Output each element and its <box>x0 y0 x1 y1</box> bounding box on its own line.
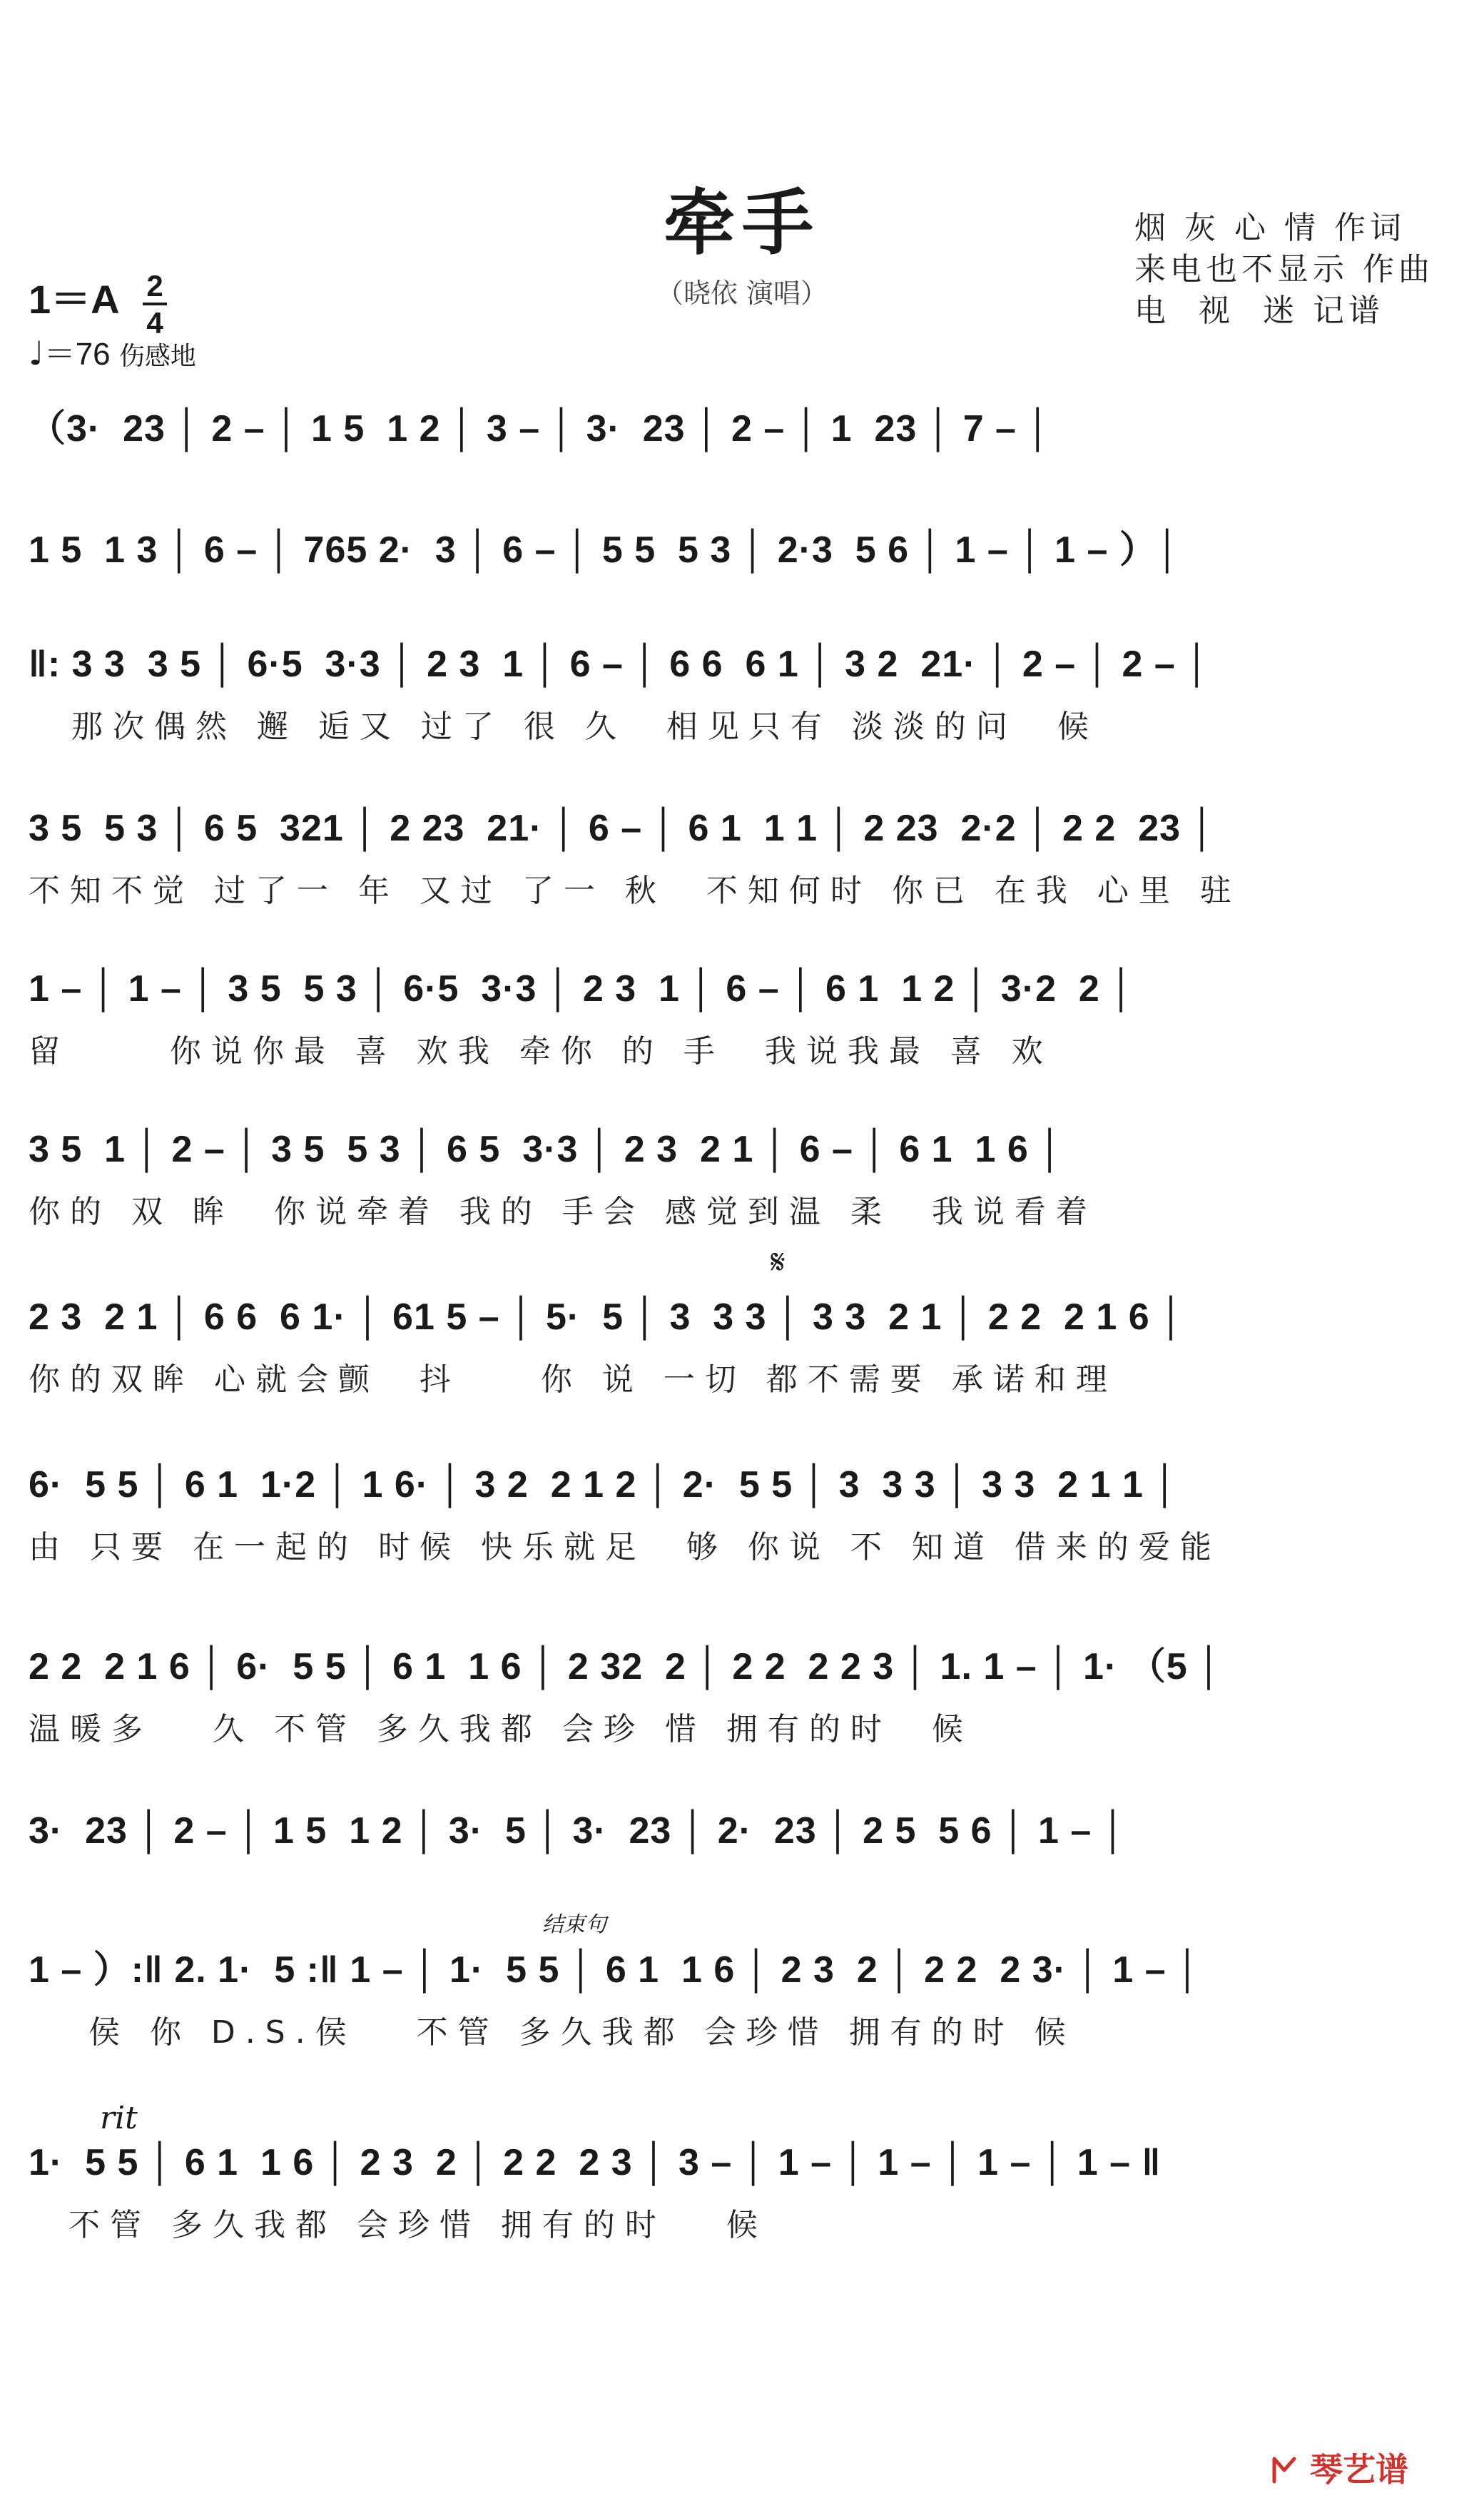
tempo-description: 伤感地 <box>118 342 196 371</box>
time-signature <box>143 271 167 338</box>
key-signature: 1＝A <box>29 277 120 322</box>
time-signature-top: 2 <box>146 269 163 303</box>
tempo-value: ＝76 <box>44 337 111 372</box>
time-signature-bottom: 4 <box>146 306 163 340</box>
watermark-text: 琴艺谱 <box>1310 2450 1408 2489</box>
lyricist-credit: 烟 灰 心 情 作词 <box>1134 210 1406 246</box>
watermark-logo-icon <box>1270 2453 1303 2486</box>
notes-line: 2 2 2 1 6 │ 6· 5 5 │ 6 1 1 6 │ 2 32 2 │ 2 2 2 2 3 │ 1. 1 – │ 1· （5 │ <box>29 1646 1223 1687</box>
ritardando-marking: rit <box>100 2100 138 2136</box>
lyrics-line: 那次偶然 邂 逅又 过了 很 久 相见只有 淡淡的问 候 <box>71 709 1099 745</box>
ending-section-label: 结束句 <box>542 1912 606 1937</box>
lyrics-line: 不管 多久我都 会珍惜 拥有的时 候 <box>29 2207 768 2243</box>
composer-credit: 来电也不显示 作曲 <box>1134 251 1434 288</box>
notes-line: 3 5 5 3 │ 6 5 321 │ 2 23 21· │ 6 – │ 6 1 1 1 │ 2 23 2·2 │ 2 2 23 │ <box>29 808 1216 849</box>
lyrics-line: 温暖多 久 不管 多久我都 会珍 惜 拥有的时 候 <box>29 1711 973 1747</box>
notes-line: ‖: 3 3 3 5 │ 6·5 3·3 │ 2 3 1 │ 6 – │ 6 6 6 1 │ 3 2 21· │ 2 – │ 2 – │ <box>29 644 1211 685</box>
notes-line: 1 – │ 1 – │ 3 5 5 3 │ 6·5 3·3 │ 2 3 1 │ 6 – │ 6 1 1 2 │ 3·2 2 │ <box>29 968 1135 1010</box>
notes-line: （3· 23 │ 2 – │ 1 5 1 2 │ 3 – │ 3· 23 │ 2 – │ 1 23 │ 7 – │ <box>29 408 1052 450</box>
lyrics-line: 你的 双 眸 你说牵着 我的 手会 感觉到温 柔 我说看着 <box>29 1194 1097 1230</box>
lyrics-line: 由 只要 在一起的 时候 快乐就足 够 你说 不 知道 借来的爱能 <box>29 1529 1221 1565</box>
lyrics-line: 不知不觉 过了一 年 又过 了一 秋 不知何时 你已 在我 心里 驻 <box>29 873 1241 909</box>
notes-line: 3 5 1 │ 2 – │ 3 5 5 3 │ 6 5 3·3 │ 2 3 2 1 │ 6 – │ 6 1 1 6 │ <box>29 1129 1064 1170</box>
quarter-note-icon: ♩ <box>29 334 44 372</box>
lyrics-line: 留 你说你最 喜 欢我 牵你 的 手 我说我最 喜 欢 <box>29 1033 1053 1070</box>
lyrics-line: 你的双眸 心就会颤 抖 你 说 一切 都不需要 承诺和理 <box>29 1361 1117 1398</box>
tempo-marking <box>29 334 196 372</box>
notes-line: 1· 5 5 │ 6 1 1 6 │ 2 3 2 │ 2 2 2 3 │ 3 – │ 1 – │ 1 – │ 1 – │ 1 – ‖ <box>29 2142 1162 2183</box>
notes-line: 3· 23 │ 2 – │ 1 5 1 2 │ 3· 5 │ 3· 23 │ 2· 23 │ 2 5 5 6 │ 1 – │ <box>29 1810 1127 1852</box>
singer-credit: （晓依 演唱） <box>656 278 828 309</box>
segno-sign: 𝄋 <box>771 1242 786 1282</box>
time-signature-divider <box>143 303 167 305</box>
notes-line: 1 – ）:‖ 2. 1· 5 :‖ 1 – │ 1· 5 5 │ 6 1 1 6 │ 2 3 2 │ 2 2 2 3· │ 1 – │ <box>29 1949 1201 1991</box>
notes-line: 2 3 2 1 │ 6 6 6 1· │ 61 5 – │ 5· 5 │ 3 3 3 │ 3 3 2 1 │ 2 2 2 1 6 │ <box>29 1296 1185 1338</box>
notes-line: 1 5 1 3 │ 6 – │ 765 2· 3 │ 6 – │ 5 5 5 3 │ 2·3 5 6 │ 1 – │ 1 – ）│ <box>29 529 1181 571</box>
lyrics-line: 侯 你 D.S.侯 不管 多久我都 会珍惜 拥有的时 候 <box>29 2014 1076 2051</box>
transcriber-credit: 电 视 迷 记谱 <box>1134 293 1384 329</box>
notes-line: 6· 5 5 │ 6 1 1·2 │ 1 6· │ 3 2 2 1 2 │ 2· 5 5 │ 3 3 3 │ 3 3 2 1 1 │ <box>29 1464 1179 1506</box>
song-title: 牵手 <box>664 181 820 265</box>
